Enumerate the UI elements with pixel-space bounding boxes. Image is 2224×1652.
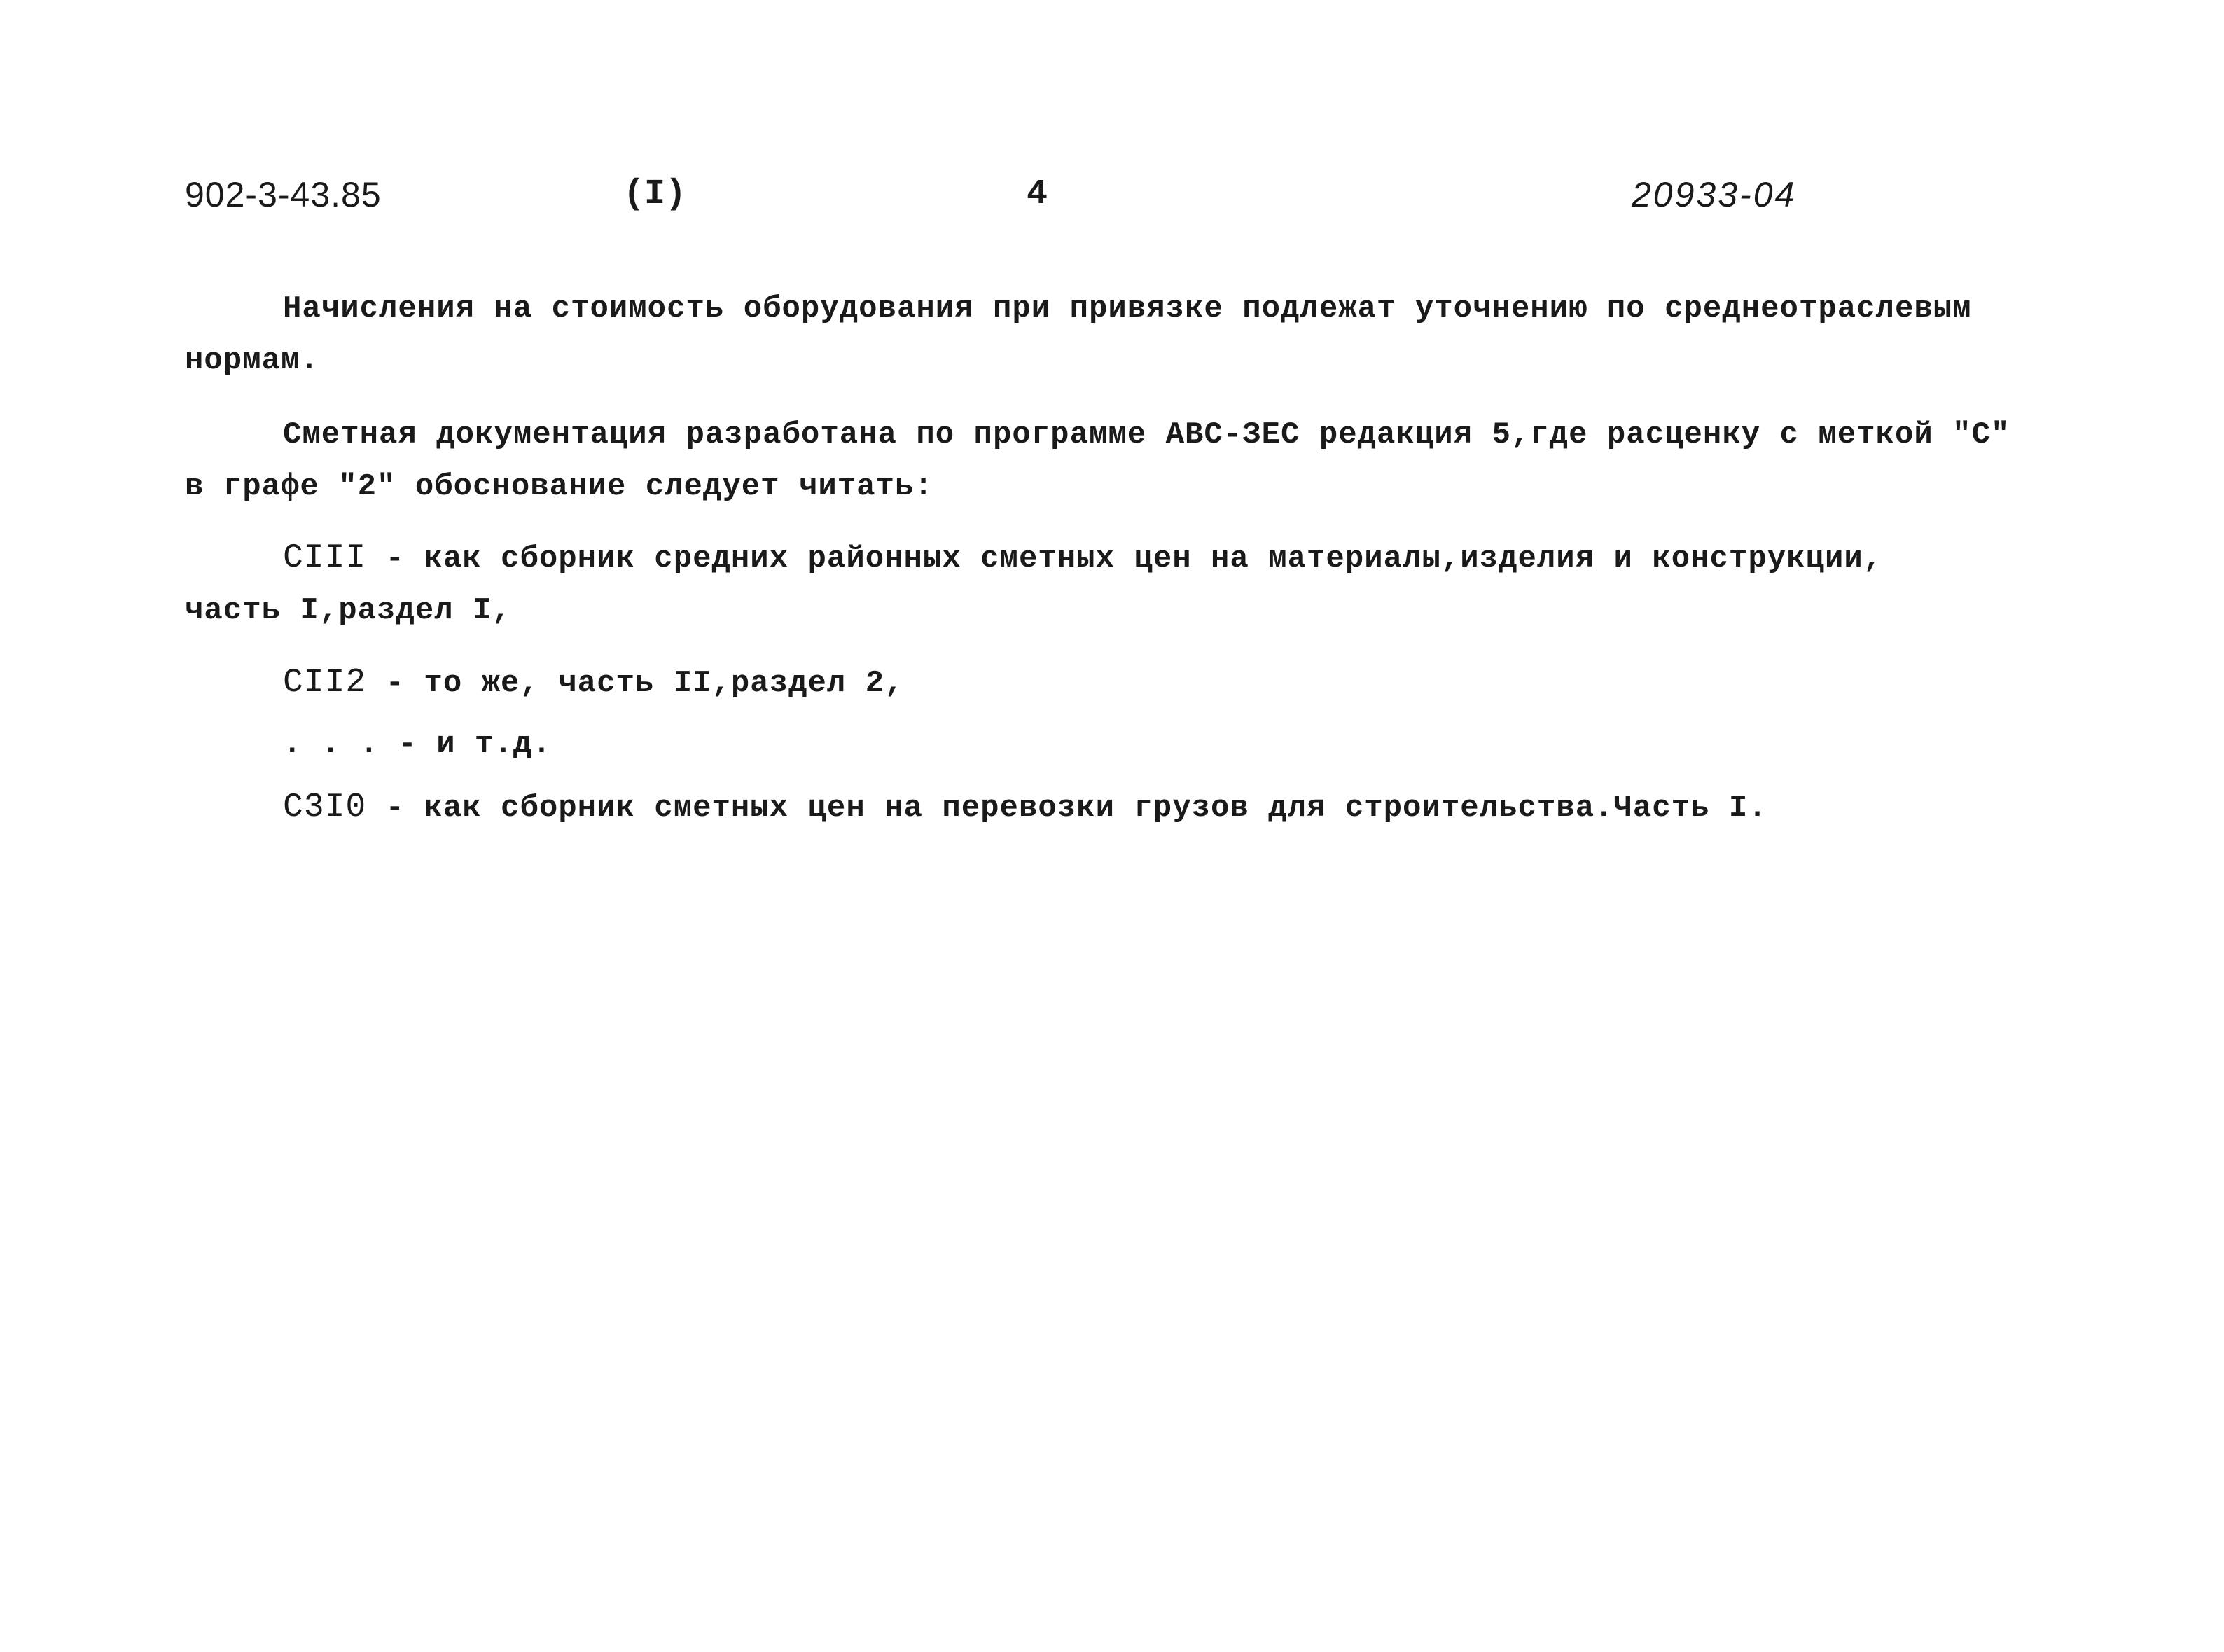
paragraph-line: нормам. xyxy=(185,343,319,378)
paragraph-line xyxy=(185,532,2076,585)
archive-number: 20933-04 xyxy=(1632,175,1797,214)
price-code: CIII xyxy=(283,539,367,577)
paragraph-line xyxy=(185,657,2076,709)
code-description: - то же, часть II,раздел 2, xyxy=(366,666,904,701)
price-code: CII2 xyxy=(283,664,367,702)
paragraph-line: . . . - и т.д. xyxy=(283,727,552,762)
document-number: 902-3-43.85 xyxy=(185,175,382,214)
paragraph-etc xyxy=(185,719,2076,770)
paragraph-estimate-documentation xyxy=(185,409,2076,513)
code-description: - как сборник средних районных сметных цен на материалы,изделия и конструкции, xyxy=(366,541,1883,576)
paragraph-code-c111 xyxy=(185,532,2076,637)
paragraph-line xyxy=(185,782,2076,834)
paragraph-equipment-charges xyxy=(185,283,2076,387)
code-description: - как сборник сметных цен на перевозки грузов для строительства.Часть I. xyxy=(366,791,1767,826)
paragraph-line: Сметная документация разработана по программе АВС-ЗЕС редакция 5,где расценку с меткой "С" xyxy=(283,417,2010,452)
paragraph-code-c112 xyxy=(185,657,2076,709)
paragraph-line: часть I,раздел I, xyxy=(185,593,511,628)
price-code: C3I0 xyxy=(283,789,367,826)
page-number: 4 xyxy=(1027,174,1048,214)
paragraph-line: в графе "2" обоснование следует читать: xyxy=(185,469,933,504)
paragraph-line: Начисления на стоимость оборудования при привязке подлежат уточнению по среднеотраслевым xyxy=(283,291,1972,326)
paragraph-code-c310 xyxy=(185,782,2076,834)
sheet-indicator: (I) xyxy=(623,174,687,214)
